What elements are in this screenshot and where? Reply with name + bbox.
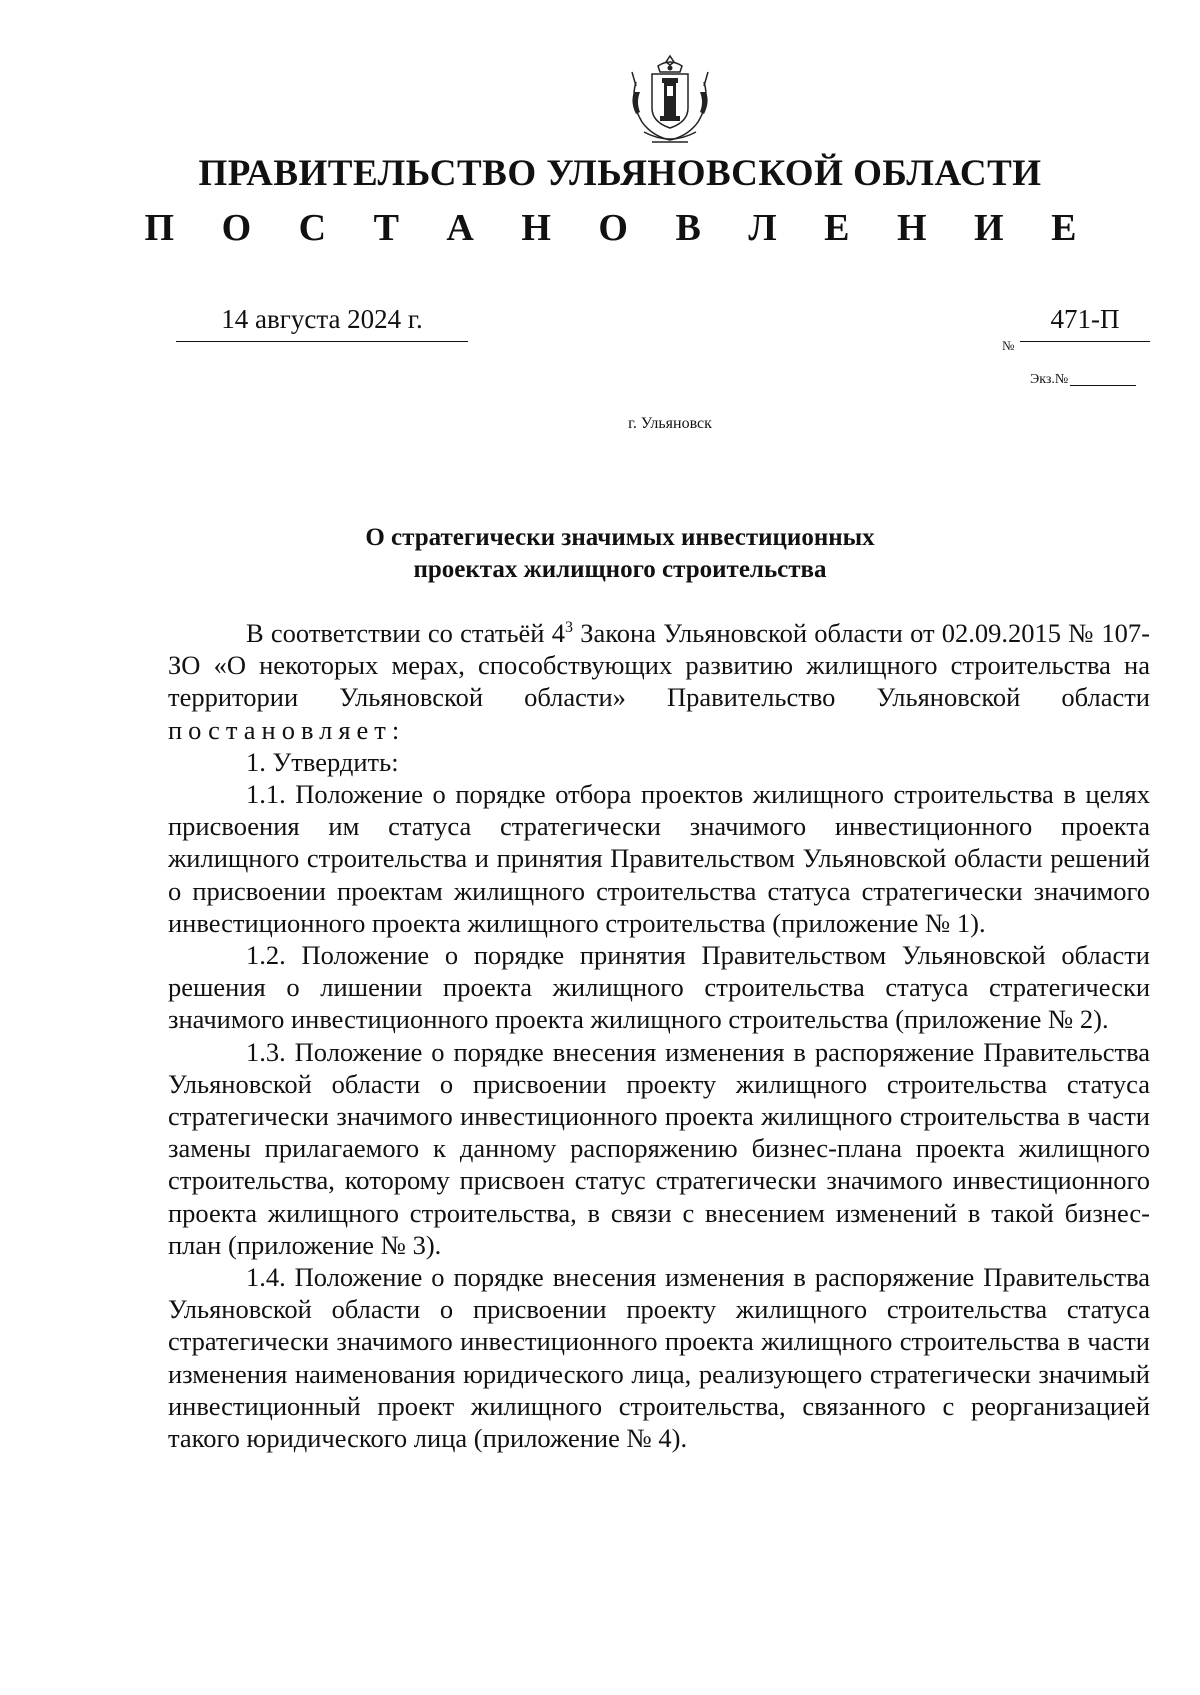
organization-title: ПРАВИТЕЛЬСТВО УЛЬЯНОВСКОЙ ОБЛАСТИ xyxy=(198,153,1042,194)
number-prefix: № xyxy=(1002,338,1015,353)
preamble-text-start: В соответствии со статьёй 4 xyxy=(246,618,565,648)
document-date: 14 августа 2024 г. xyxy=(221,304,423,334)
number-underline xyxy=(1020,341,1150,342)
document-type-heading: П О С Т А Н О В Л Е Н И Е xyxy=(144,207,1096,249)
coat-of-arms-icon xyxy=(622,52,718,152)
copy-label: Экз.№ xyxy=(1030,372,1069,387)
copy-underline xyxy=(1070,385,1136,386)
document-subject xyxy=(0,522,1200,586)
date-field xyxy=(176,304,468,342)
preamble-decree-word: постановляет xyxy=(168,714,392,745)
item-paragraph-1-2: 1.2. Положение о порядке принятия Правительством Ульяновской области решения о лишении проекта жилищного строительства статуса стратегически значимого инвестиционного проекта жилищного строительства (приложение № 2). xyxy=(168,940,1150,1035)
date-underline xyxy=(176,341,468,342)
city-label: г. Ульяновск xyxy=(628,415,712,432)
subject-line-2: проектах жилищного строительства xyxy=(413,556,827,583)
preamble-paragraph xyxy=(168,617,1150,746)
item-paragraph-1-1: 1.1. Положение о порядке отбора проектов жилищного строительства в целях присвоения им статуса стратегически значимого инвестиционного проекта жилищного строительства и принятия Правительством Ульяновской области решений о присвоении проектам жилищного строительства статуса стратегически значимого инвестиционного проекта жилищного строительства (приложение № 1). xyxy=(168,779,1150,938)
article-superscript: 3 xyxy=(564,619,573,637)
copy-number-field xyxy=(1030,372,1136,388)
document-number: 471-П xyxy=(1050,304,1120,334)
preamble-end: : xyxy=(391,714,400,745)
subject-line-1: О стратегически значимых инвестиционных xyxy=(365,524,875,551)
document-body xyxy=(168,617,1150,1454)
item-paragraph-1-3: 1.3. Положение о порядке внесения изменения в распоряжение Правительства Ульяновской области о присвоении проекту жилищного строительства статуса стратегически значимого инвестиционного проекта жилищного строительства в части замены прилагаемого к данному распоряжению бизнес-плана проекта жилищного строительства, которому присвоен статус стратегически значимого инвестиционного проекта жилищного строительства, в связи с внесением изменений в такой бизнес-план (приложение № 3). xyxy=(168,1036,1150,1260)
item-paragraph-1-4: 1.4. Положение о порядке внесения изменения в распоряжение Правительства Ульяновской области о присвоении проекту жилищного строительства статуса стратегически значимого инвестиционного проекта жилищного строительства в части изменения наименования юридического лица, реализующего стратегически значимый инвестиционный проект жилищного строительства, связанного с реорганизацией такого юридического лица (приложение № 4). xyxy=(168,1262,1150,1454)
preamble-text-main: Закона Ульяновской области от 02.09.2015 № 107-ЗО «О некоторых мерах, способствующих развитию жилищного строительства на территории Ульяновской области» Правительство Ульяновской области xyxy=(168,618,1150,713)
number-field xyxy=(1002,304,1150,353)
item-paragraph-1: 1. Утвердить: xyxy=(246,746,399,777)
